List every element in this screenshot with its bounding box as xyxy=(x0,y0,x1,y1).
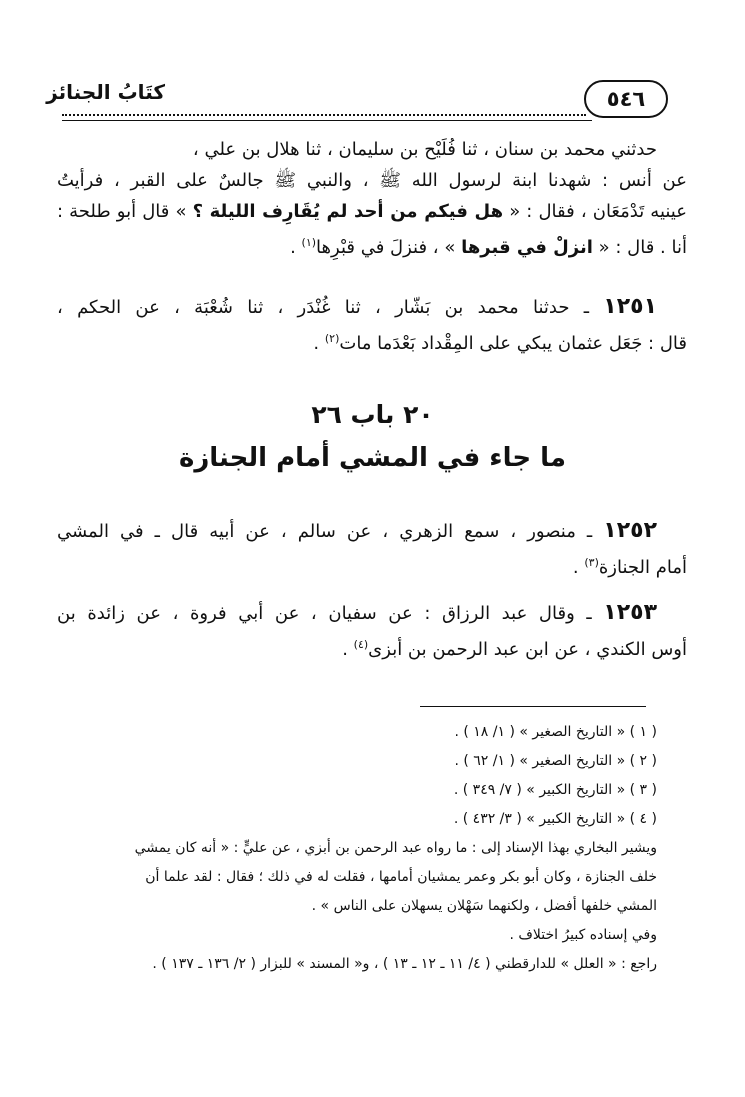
footnote-ref-1: (١) xyxy=(301,236,317,249)
text-line: قال : جَعَل عثمان يبكي على المِقْداد بَعْدَما مات$^{(٢)}$ . xyxy=(313,332,687,354)
footnotes xyxy=(57,718,657,979)
chapter-title: ما جاء في المشي أمام الجنازة xyxy=(178,443,567,473)
hadith-1252 xyxy=(57,515,687,583)
header-dotted-rule xyxy=(62,114,586,116)
text-line: أمام الجنازة$^{(٣)}$ . xyxy=(572,556,687,578)
footnote-note: راجع : « العلل » للدارقطني ( ٤/ ١١ ـ ١٢ ـ ١٣ ) ، و« المسند » للبزار ( ٢/ ١٣٦ ـ ١٣٧ ) . xyxy=(152,956,657,972)
running-header-title: كتَابُ الجنائز xyxy=(46,80,165,104)
text-line: عن أنس : شهدنا ابنة لرسول الله ﷺ ، والنبي ﷺ جالسٌ على القبر ، فرأيتُ xyxy=(57,170,687,191)
hadith-1253 xyxy=(57,597,687,665)
prophet-quote: انزلْ في قبرها xyxy=(461,237,593,258)
text-line: حدثني محمد بن سنان ، ثنا فُلَيْح بن سليمان ، ثنا هلال بن علي ، xyxy=(192,139,657,160)
page-number: ٥٤٦ xyxy=(606,87,646,111)
footnote-ref-2: (٢) xyxy=(324,332,340,345)
text-line: ١٢٥١ ـ حدثنا محمد بن بَشّار ، ثنا غُنْدَر ، ثنا شُعْبَة ، عن الحكم ، xyxy=(57,294,657,319)
footnote-1: ( ١ ) « التاريخ الصغير » ( ١/ ١٨ ) . xyxy=(454,724,657,740)
footnote-note: وفي إسناده كبيرُ اختلاف . xyxy=(509,927,657,943)
hadith-1251 xyxy=(57,291,687,359)
footnote-note: خلف الجنازة ، وكان أبو بكر وعمر يمشيان أمامها ، فقلت له في ذلك ؛ فقال : لقد علما أن xyxy=(145,869,657,885)
chapter-number: ٢٠ باب ٢٦ xyxy=(311,400,434,429)
header-rule xyxy=(62,120,592,121)
hadith-number: ١٢٥٢ xyxy=(603,518,657,543)
hadith-number: ١٢٥١ xyxy=(603,294,657,319)
text-line: أوس الكندي ، عن ابن عبد الرحمن بن أبزى$^{(٤)}$ . xyxy=(342,638,687,660)
hadith-number: ١٢٥٣ xyxy=(603,600,657,625)
text-line: ١٢٥٣ ـ وقال عبد الرزاق : عن سفيان ، عن أبي فروة ، عن زائدة بن xyxy=(57,600,657,625)
footnote-ref-4: (٤) xyxy=(353,638,369,651)
text-line: أنا . قال : « انزلْ في قبرها » ، فنزلَ في قبْرِها$^{(١)}$ . xyxy=(290,236,687,258)
footnote-separator xyxy=(420,706,646,707)
footnote-ref-3: (٣) xyxy=(584,556,599,569)
prophet-quote: هل فيكم من أحد لم يُقَارِف الليلة ؟ xyxy=(192,201,504,222)
footnote-note: ويشير البخاري بهذا الإسناد إلى : ما رواه عبد الرحمن بن أبزي ، عن عليٍّ : « أنه كان يمشي xyxy=(134,840,657,856)
footnote-4: ( ٤ ) « التاريخ الكبير » ( ٣/ ٤٣٢ ) . xyxy=(453,811,657,827)
footnote-2: ( ٢ ) « التاريخ الصغير » ( ١/ ٦٢ ) . xyxy=(454,753,657,769)
hadith-1250-continued xyxy=(57,134,687,263)
text-line: عينيه تَدْمَعَان ، فقال : « هل فيكم من أحد لم يُقَارِف الليلة ؟ » قال أبو طلحة : xyxy=(57,201,687,222)
text-line: ١٢٥٢ ـ منصور ، سمع الزهري ، عن سالم ، عن أبيه قال ـ في المشي xyxy=(57,518,657,543)
footnote-note: المشي خلفها أفضل ، ولكنهما سَهْلان يسهلان على الناس » . xyxy=(311,898,657,914)
page-number-badge xyxy=(584,80,668,118)
footnote-3: ( ٣ ) « التاريخ الكبير » ( ٧/ ٣٤٩ ) . xyxy=(453,782,657,798)
